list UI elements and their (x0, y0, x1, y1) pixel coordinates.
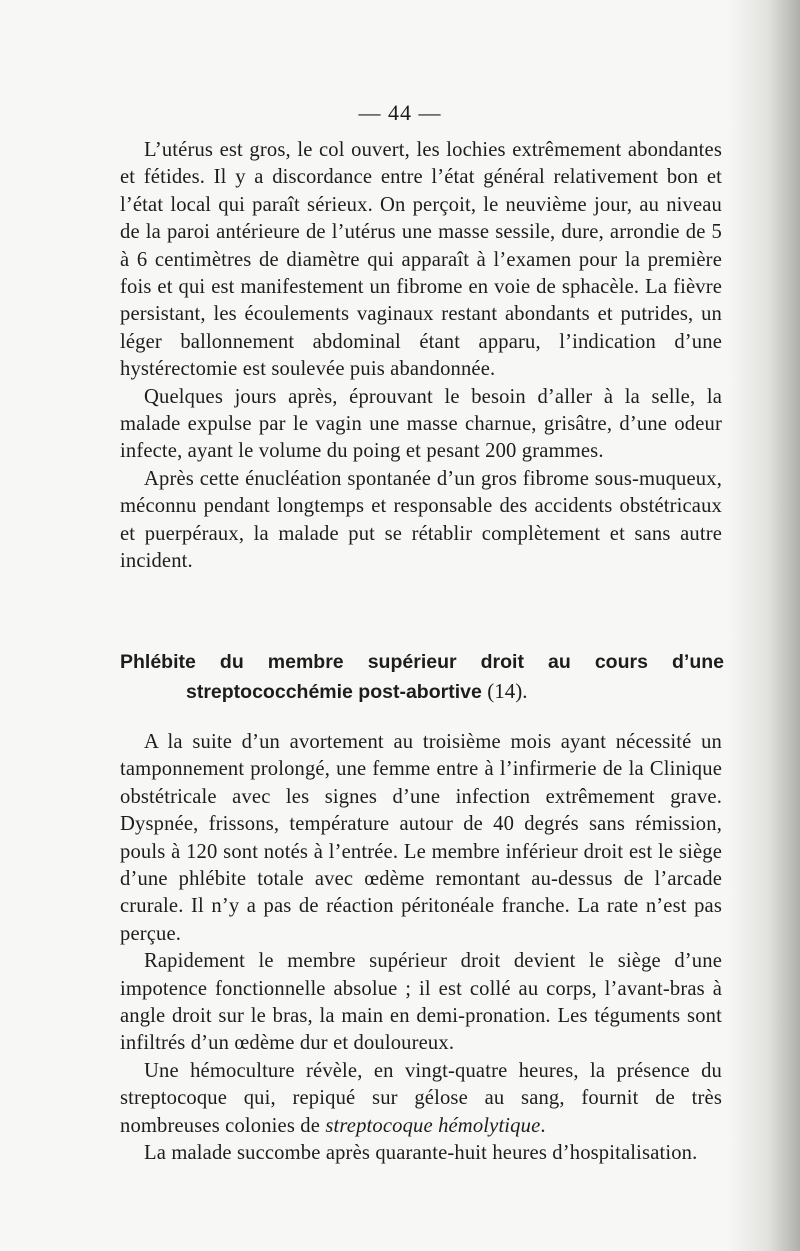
paragraph: L’utérus est gros, le col ouvert, les lochies extrêmement abondantes et fétides. Il y a discordance entre l’état général relativement bon et l’état local qui paraît sérieux. On perçoit, le neuvième jour, au niveau de la paroi antérieure de l’utérus une masse sessile, dure, arrondie de 5 à 6 centimètres de diamètre qui apparaît à l’examen pour la première fois et qui est manifestement un fibrome en voie de sphacèle. La fièvre persistant, les écoulements vaginaux restant abondants et putrides, un léger ballonnement abdominal étant apparu, l’indication d’une hystérectomie est soulevée puis abandonnée. (120, 139, 722, 381)
page-edge-shadow (728, 0, 800, 1251)
heading-line-2-text: streptococchémie post-abortive (186, 681, 482, 703)
section-heading (120, 648, 724, 707)
text-block-part1 (120, 137, 722, 576)
heading-reference: (14). (487, 679, 528, 703)
paragraph: Rapidement le membre supérieur droit devient le siège d’une impotence fonctionnelle absolue ; il est collé au corps, l’avant-bras à angle droit sur le bras, la main en demi-pronation. Les téguments sont infiltrés d’un œdème dur et douloureux. (120, 950, 722, 1055)
page-number: — 44 — (358, 100, 442, 125)
heading-line-2 (120, 677, 724, 707)
heading-line-1: Phlébite du membre supérieur droit au cours d’une (120, 651, 724, 673)
paragraph-culture (120, 1058, 722, 1140)
culture-text: Une hémoculture révèle, en vingt-quatre heures, la présence du streptocoque qui, repiqué sur gélose au sang, fournit de très nombreuses colonies de (120, 1059, 722, 1137)
paragraph: Quelques jours après, éprouvant le besoin d’aller à la selle, la malade expulse par le vagin une masse charnue, grisâtre, d’une odeur infecte, ayant le volume du poing et pesant 200 grammes. (120, 385, 722, 463)
paragraph: Après cette énucléation spontanée d’un gros fibrome sous-muqueux, méconnu pendant longtemps et responsable des accidents obstétricaux et puerpéraux, la malade put se rétablir complètement et sans autre incident. (120, 467, 722, 573)
paragraph: La malade succombe après quarante-huit heures d’hospitalisation. (144, 1142, 698, 1165)
text-block-part2 (120, 729, 722, 1168)
culture-end: . (540, 1114, 546, 1137)
paragraph: A la suite d’un avortement au troisième mois ayant nécessité un tamponnement prolongé, une femme entre à l’infirmerie de la Clinique obstétricale avec les signes d’une infection extrêmement grave. Dyspnée, frissons, température autour de 40 degrés sans rémission, pouls à 120 sont notés à l’entrée. Le membre inférieur droit est le siège d’une phlébite totale avec œdème remontant au-dessus de l’arcade crurale. Il n’y a pas de réaction péritonéale franche. La rate n’est pas perçue. (120, 731, 722, 945)
culture-italic-term: streptocoque hémolytique (325, 1114, 541, 1137)
